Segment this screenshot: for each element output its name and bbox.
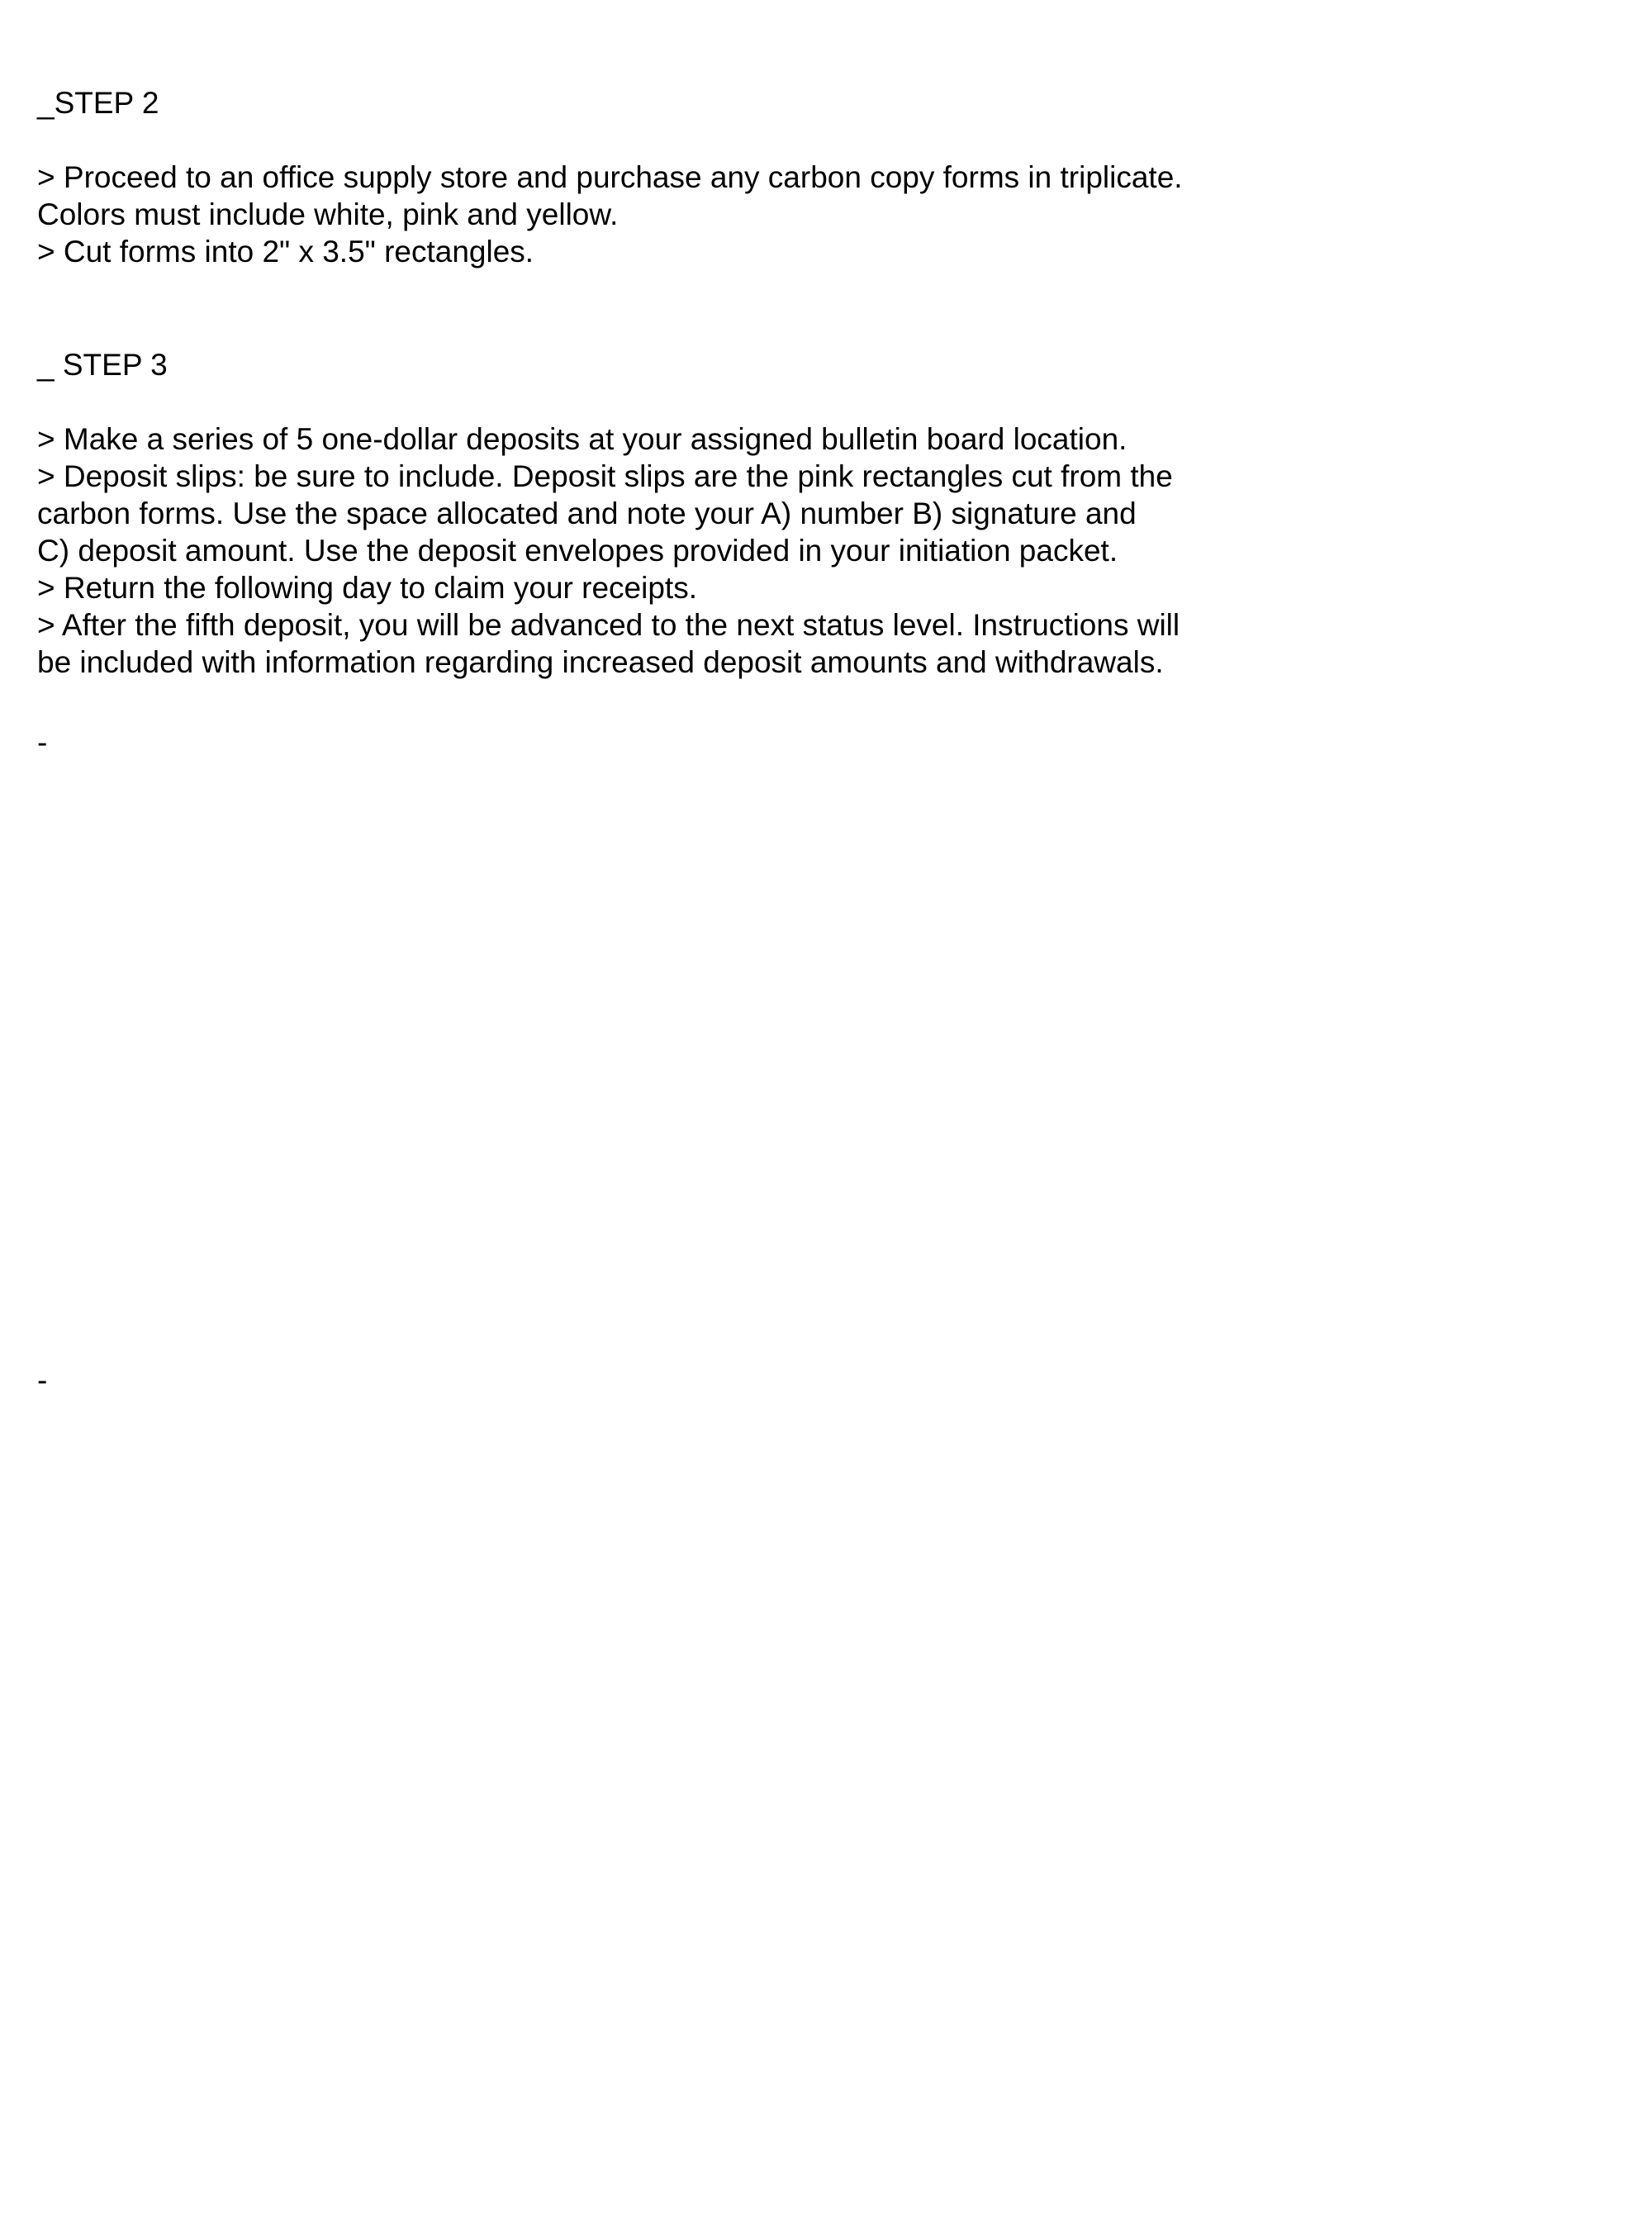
dash-marker: [37, 724, 1276, 761]
step-3-line: > Make a series of 5 one-dollar deposits at your assigned bulletin board location.: [37, 422, 1127, 456]
step-2-line: > Cut forms into 2" x 3.5" rectangles.: [37, 235, 534, 268]
step-2-line: Colors must include white, pink and yellow.: [37, 197, 619, 231]
spacer: [37, 121, 1276, 159]
dash-marker: [37, 1361, 1276, 1399]
spacer: [37, 383, 1276, 421]
step-3-line: carbon forms. Use the space allocated and note your A) number B) signature and: [37, 497, 1137, 530]
dash-text: -: [37, 1363, 48, 1397]
step-3-line: > After the fifth deposit, you will be advanced to the next status level. Instructions will: [37, 608, 1180, 642]
step-3-line: > Return the following day to claim your receipts.: [37, 571, 697, 605]
step-2-heading: _STEP 2: [37, 86, 159, 120]
step-3-line: be included with information regarding increased deposit amounts and withdrawals.: [37, 645, 1164, 679]
step-3-section: [37, 346, 1276, 681]
step-3-heading: _ STEP 3: [37, 348, 168, 382]
step-2-line: > Proceed to an office supply store and purchase any carbon copy forms in triplicate.: [37, 160, 1183, 194]
step-2-section: [37, 84, 1276, 270]
dash-text: -: [37, 725, 48, 759]
step-3-line: C) deposit amount. Use the deposit envelopes provided in your initiation packet.: [37, 534, 1118, 568]
step-3-line: > Deposit slips: be sure to include. Deposit slips are the pink rectangles cut from the: [37, 459, 1173, 493]
